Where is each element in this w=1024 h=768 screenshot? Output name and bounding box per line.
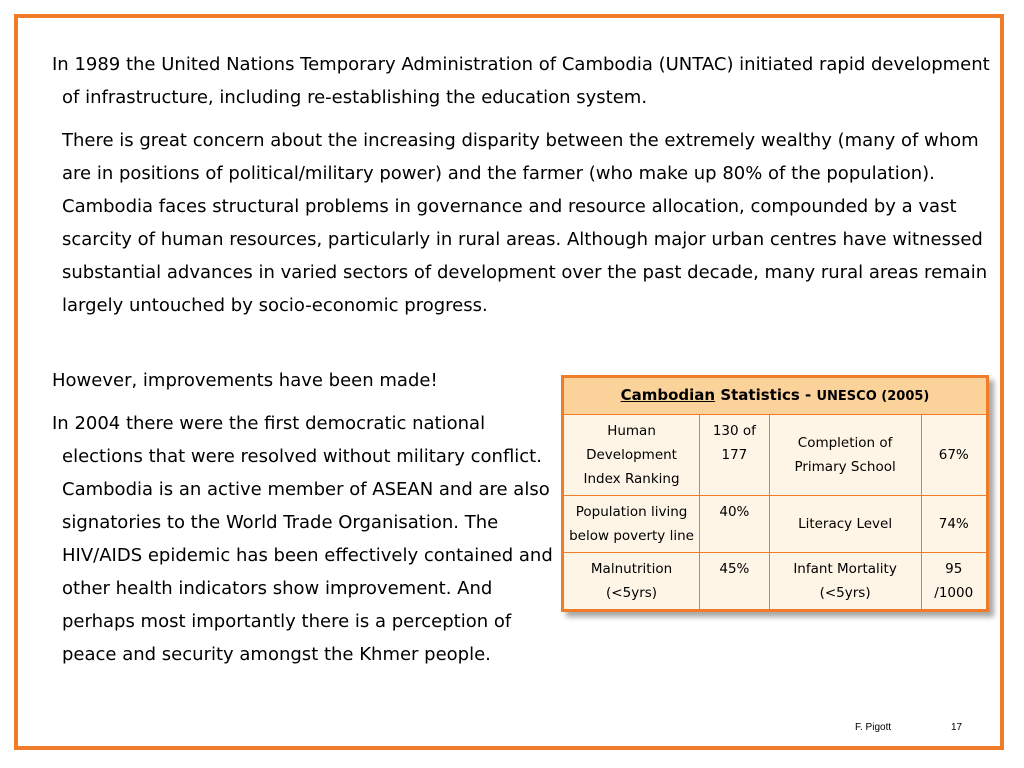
table-row <box>563 496 988 553</box>
table-row <box>563 415 988 496</box>
paragraph-elections: In 2004 there were the first democratic national elections that were resolved without military conflict. Cambodia is an active member of ASEAN and are also signatories to the World Trade Organisation. The HIV/AIDS epidemic has been effectively contained and other health indicators show improvement. And perhaps most importantly there is a perception of peace and security amongst the Khmer people. <box>52 413 553 665</box>
statistics-table-container <box>561 375 989 612</box>
footer-author: F. Pigott <box>855 722 892 733</box>
table-cell-label: Malnutrition (<5yrs) <box>563 553 700 611</box>
table-row <box>563 553 988 611</box>
table-cell-value: 45% <box>700 553 770 611</box>
paragraph-untac: In 1989 the United Nations Temporary Administration of Cambodia (UNTAC) initiated rapid development of infrastructure, including re-establishing the education system. <box>52 54 990 108</box>
table-cell-label: Literacy Level <box>769 496 921 553</box>
statistics-table <box>561 375 989 612</box>
table-title-source: UNESCO (2005) <box>816 389 930 404</box>
paragraph-improvements: However, improvements have been made! <box>52 370 438 391</box>
table-cell-label: Population living below poverty line <box>563 496 700 553</box>
table-title-statistics: Statistics - <box>715 386 817 404</box>
table-cell-value: 95 /1000 <box>921 553 988 611</box>
page-number: 17 <box>951 722 963 733</box>
table-cell-label: Infant Mortality (<5yrs) <box>769 553 921 611</box>
table-cell-value: 130 of 177 <box>700 415 770 496</box>
table-title <box>563 377 988 415</box>
table-title-country: Cambodian <box>620 386 716 404</box>
table-header-row <box>563 377 988 415</box>
table-cell-value: 40% <box>700 496 770 553</box>
table-cell-value: 74% <box>921 496 988 553</box>
table-cell-label: Completion of Primary School <box>769 415 921 496</box>
table-cell-label: Human Development Index Ranking <box>563 415 700 496</box>
paragraph-disparity: There is great concern about the increasing disparity between the extremely wealthy (many of whom are in positions of political/military power) and the farmer (who make up 80% of the population). Cambodia faces structural problems in governance and resource allocation, compounded by a vast scarcity of human resources, particularly in rural areas. Although major urban centres have witnessed substantial advances in varied sectors of development over the past decade, many rural areas remain largely untouched by socio-economic progress. <box>62 130 988 316</box>
table-cell-value: 67% <box>921 415 988 496</box>
